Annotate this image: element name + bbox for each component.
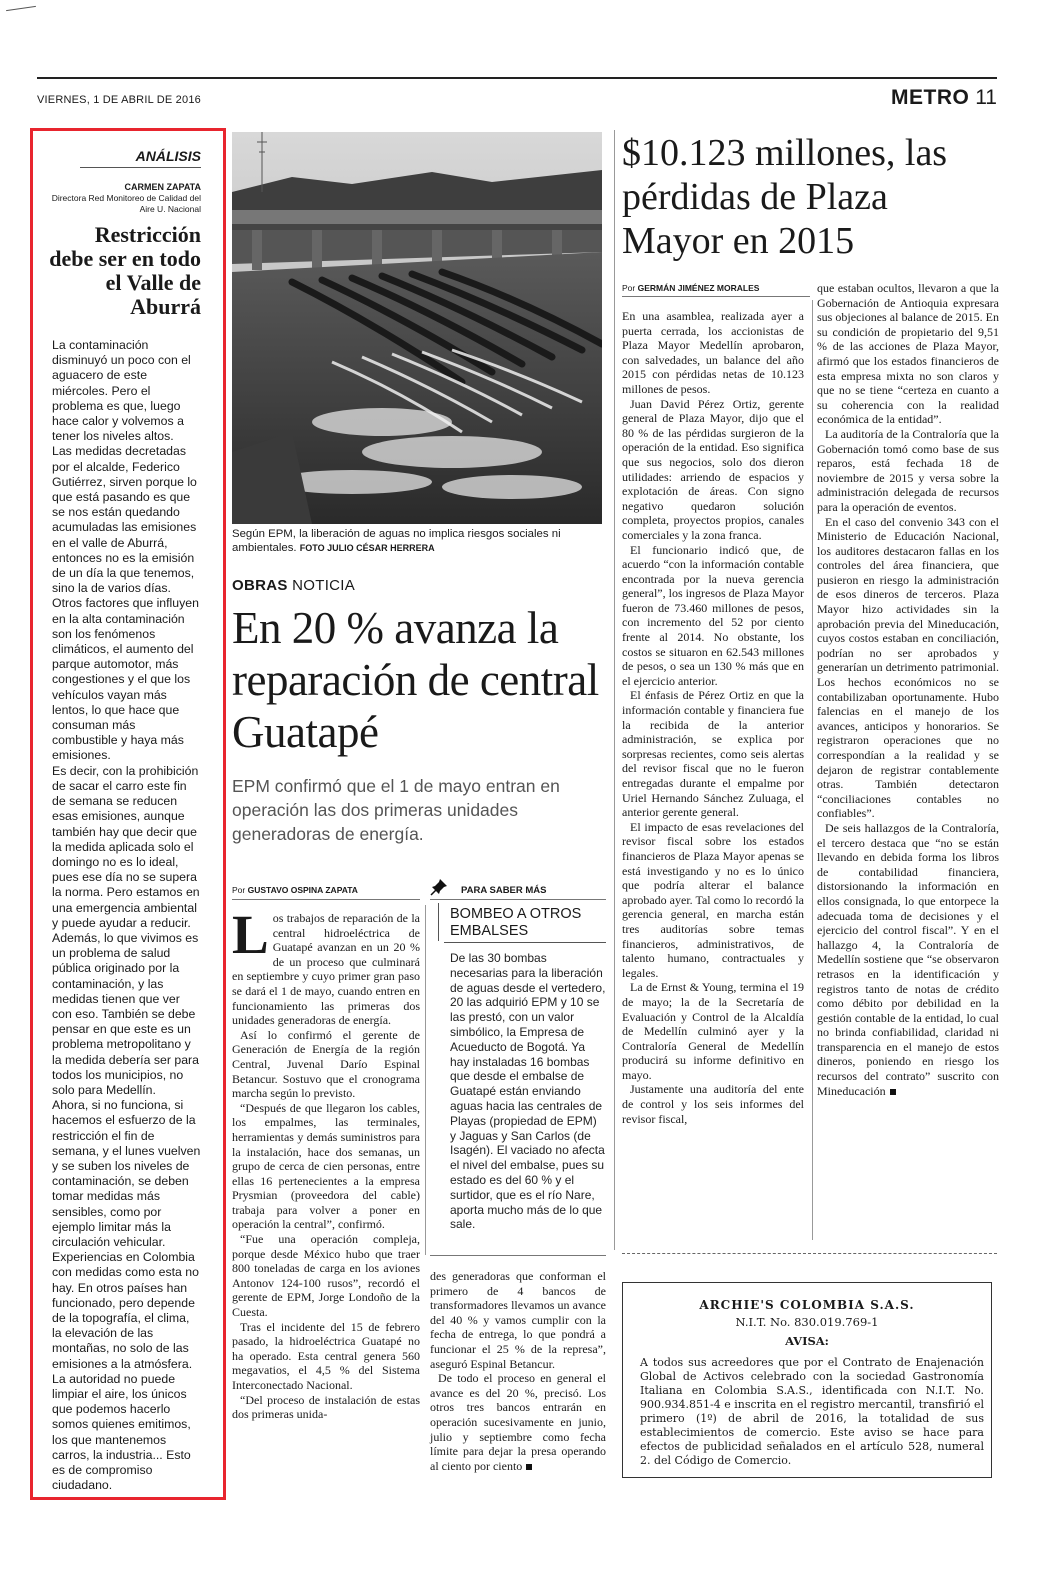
legal-notice-heading: AVISA:	[785, 1334, 829, 1348]
ad-separator	[622, 1253, 997, 1256]
plaza-paragraph: El funcionario indicó que, de acuerdo “con la información contable encontrada por la nueva gerencia general”, los ingresos de Plaza Mayor fueron de 73.460 millones de pesos, con incremento del 52 por ciento frente al 2014. No obstante, los costos se situaron en 62.543 millones de pesos, o sea un 130 % más que en el ejercicio anterior.	[622, 542, 804, 688]
story-paragraph: “Del proceso de instalación de estas dos primeras unida-	[232, 1392, 420, 1422]
plaza-paragraph: La de Ernst & Young, termina el 19 de mayo; la de la Secretaría de Evaluación y Control de la Alcaldía de Medellín culminó ayer y la Contraloría General de Medellín producirá su informe definitivo en mayo.	[622, 980, 804, 1082]
photo-credit: FOTO JULIO CÉSAR HERRERA	[299, 543, 435, 553]
drop-cap: L	[232, 904, 269, 965]
end-mark	[526, 1464, 532, 1470]
legal-notice-company: ARCHIE'S COLOMBIA S.A.S.	[699, 1298, 915, 1312]
thumbtack-icon	[430, 878, 448, 896]
plaza-paragraph: Juan David Pérez Ortiz, gerente general de Plaza Mayor, dijo que el 80 % de las pérdidas surgieron de la operación de la entidad. Eso significa que sus negocios, solo dos dieron utilidades: arriendo de espacios y explotación de áreas. Con signo negativo quedaron solución completa, proyectos propios, canales comerciales y la zona franca.	[622, 396, 804, 542]
story-deck: EPM confirmó que el 1 de mayo entran en operación las dos primeras unidades generadoras de energía.	[232, 776, 560, 844]
top-rule	[37, 77, 997, 79]
plaza-byline	[622, 283, 759, 293]
analysis-paragraph: Otros factores que influyen en la alta contaminación son los fenómenos climáticos, el aumento del parque automotor, más congestiones y el que los vehículos vayan más lentos, lo que hace que consuman más combustible y haya más emisiones.	[52, 596, 199, 763]
plaza-headline: $10.123 millones, las pérdidas de Plaza Mayor en 2015	[622, 132, 948, 262]
analysis-author-role: Directora Red Monitoreo de Calidad del Aire U. Nacional	[51, 193, 201, 214]
column-rule	[425, 905, 426, 1255]
legal-notice-nit: N.I.T. No. 830.019.769-1	[735, 1315, 879, 1329]
plaza-paragraph: De seis hallazgos de la Contraloría, el tercero destaca que “no se están llevando en debida forma los libros de contabilidad financiera, distorsionando la información en ellos consignada, lo que entorpece la adecuada toma de decisiones y el ejercicio del control fiscal”. Y en el hallazgo 4, la Contraloría de Medellín sostiene que “se observaron retrasos en la identificación y registros tanto de notas de crédito como débito por debilidad en la gestión contable de la entidad, lo cual no brinda confiabilidad, claridad ni transparencia en el manejo de estos dineros, poniendo en riesgo los recursos del contrato” suscrito con Mineducación	[817, 820, 999, 1098]
plaza-paragraph: Justamente una auditoría del ente de control y los seis informes del revisor fiscal,	[622, 1082, 804, 1126]
sidebar-bottom-rule	[430, 1255, 606, 1256]
dam-spillway-photo	[232, 132, 602, 524]
story-headline: En 20 % avanza la reparación de central Guatapé	[232, 603, 599, 757]
story-kicker-type: NOTICIA	[287, 577, 356, 594]
plaza-column	[622, 309, 804, 1126]
plaza-paragraph: El impacto de esas revelaciones del revisor fiscal sobre los estados financieros de Plaza Mayor apenas se está investigando y no es lo único que podría alterar el balance aprobado ayer. Tal como lo recordó la gerencia general, en marcha están tres auditorías sobre temas financieros, administrativos, de talento humano, contractuales y legales.	[622, 819, 804, 980]
story-paragraph: Los trabajos de reparación de la central hidroeléctrica de Guatapé avanzan en un 20 % de un proceso que culminará en septiembre y cuyo primer gran paso se dará el 1 de mayo, cuando entren en funcionamiento las primeras dos unidades generadoras de energía.	[232, 904, 420, 1028]
column-rule	[614, 130, 615, 1250]
page-number: 11	[975, 86, 997, 109]
plaza-paragraph: El énfasis de Pérez Ortiz en que la información contable y financiera fue la recibida de la anterior administración, se explica por sorpresas recientes, como seis alertas del revisor fiscal que no le fueron entregadas durante el empalme por Uriel Hernando Sánchez Zuluaga, el anterior gerente general.	[622, 688, 804, 820]
photo-caption-text: Según EPM, la liberación de aguas no implica riesgos sociales ni ambientales.	[232, 528, 561, 554]
byline-rule	[622, 296, 810, 297]
sidebar-body: De las 30 bombas necesarias para la liberación de aguas desde el vertedero, 20 las adquirió EPM y 10 se las prestó, con un valor simbólico, la Empresa de Acueducto de Bogotá. Ya hay instaladas 16 bombas que desde el embalse de Guatapé están enviando aguas hacia las centrales de Playas (propiedad de EPM) y Jaguas y San Carlos (de Isagén). El vaciado no afecta el nivel del embalse, pues su estado es del 60 % y el surtidor, que es el río Nare, aporta mucho más de lo que sale.	[450, 951, 606, 1232]
story-column	[232, 904, 420, 1422]
plaza-paragraph: que estaban ocultos, llevaron a que la Gobernación de Antioquia expresara sus objeciones al balance de 2015. En su condición de propietario del 9,51 % de las acciones de Plaza Mayor, afirmó que los estados financieros de esta empresa mixta no son claros y que no se tiene “certeza en cuanto a su coherencia con la realidad económica de la entidad”.	[817, 281, 999, 427]
analysis-author: CARMEN ZAPATA	[124, 182, 201, 192]
byline-rule	[232, 899, 420, 900]
analysis-paragraph: Las medidas decretadas por el alcalde, Federico Gutiérrez, sirven porque lo que está pasando es que se nos están quedando acumuladas las emisiones en el valle de Aburrá, entonces no es la emisión de un día la que tenemos, sino la de varios días.	[52, 444, 197, 596]
story-paragraph: des generadoras que conforman el primero de 4 bancos de transformadores llevamos un avance del 40 % y vamos cumplir con la fecha de entrega, lo que pondrá a funcionar el 25 % de la represa”, aseguró Espinal Betancur.	[430, 1269, 606, 1371]
story-byline	[232, 885, 358, 895]
sidebar-title-rule	[444, 942, 606, 943]
end-mark	[890, 1089, 896, 1095]
story-column	[430, 1269, 606, 1473]
analysis-body	[52, 338, 202, 1493]
plaza-column	[817, 281, 999, 1098]
legal-notice-body: A todos sus acreedores que por el Contrato de Enajenación Global de Activos celebrado con la sociedad Gastronomía Italiana en Colombia S.A.S., identificada con N.I.T. No. 900.934.851-4 e inscrita en el registro mercantil, transfirió el primero (1º) de abril de 2016, la totalidad de sus establecimientos de comercio. Este aviso se hace para efectos de publicidad señalados en el artículo 528, numeral 2. del Código de Comercio.	[640, 1356, 984, 1467]
byline-name: GERMÁN JIMÉNEZ MORALES	[637, 283, 760, 293]
story-paragraph: Tras el incidente del 15 de febrero pasado, la hidroeléctrica Guatapé no ha operado. Esta central genera 560 megavatios, el 4,5 % del Sistema Interconectado Nacional.	[232, 1319, 420, 1392]
story-paragraph: “Fue una operación compleja, porque desde México hubo que traer 800 toneladas de carga en los aviones Antonov 124-100 rusos”, recordó el gerente de EPM, Jorge Londoño de la Cuesta.	[232, 1232, 420, 1320]
story-kicker-section: OBRAS	[232, 577, 288, 594]
analysis-kicker: ANÁLISIS	[135, 148, 201, 164]
plaza-paragraph: En una asamblea, realizada ayer a puerta cerrada, los accionistas de Plaza Mayor Medellín aprobaron, con salvedades, un balance del año 2015 con pérdidas netas de 10.123 millones de pesos.	[622, 309, 804, 396]
byline-name: GUSTAVO OSPINA ZAPATA	[247, 885, 358, 895]
analysis-paragraph: Ahora, si no funciona, si hacemos el esfuerzo de la restricción el fin de semana, y el lunes vuelven y se suben los niveles de contaminación, se deben tomar medidas más sensibles, como por ejemplo limitar más la circulación vehicular. Experiencias en Colombia con medidas como esta no hay. En otros países han funcionado, pero depende de la topografía, el clima, la elevación de las montañas, no solo de las emisiones a la atmósfera.	[52, 1098, 201, 1371]
folio	[891, 86, 997, 110]
dam-spillway-illustration	[232, 132, 602, 524]
story-kicker	[232, 577, 355, 594]
analysis-headline: Restricción debe ser en todo el Valle de Aburrá	[49, 222, 201, 319]
sidebar-title: BOMBEO A OTROS EMBALSES	[450, 906, 582, 939]
column-rule	[812, 300, 813, 1240]
analysis-paragraph: Es decir, con la prohibición de sacar el carro este fin de semana se reducen esas emisiones, aunque también hay que decir que la medida aplicada solo el domingo no es lo ideal, pues ese día no se supera la norma. Pero estamos en una emergencia ambiental y puede ayudar a reducir. Además, lo que vivimos es un problema de salud pública originado por la contaminación, y las medidas tienen que ver con eso. También se debe pensar en que este es un problema metropolitano y la medida debería ser para todos los municipios, no solo para Medellín.	[52, 763, 200, 1097]
scan-mark	[6, 6, 36, 11]
analysis-paragraph: La contaminación disminuyó un poco con el aguacero de este miércoles. Pero el problema es que, luego hace calor y volvemos a tener los niveles altos.	[52, 338, 191, 444]
story-paragraph: De todo el proceso en general el avance es del 20 %, precisó. Los otros tres bancos entrarán en operación sucesivamente en junio, julio y septiembre como fecha límite para dejar la presa operando al ciento por ciento	[430, 1371, 606, 1473]
sidebar-bracket	[438, 903, 439, 941]
photo-caption	[232, 527, 602, 555]
byline-prefix: Por	[232, 885, 248, 895]
analysis-kicker-rule	[80, 167, 201, 168]
plaza-paragraph: En el caso del convenio 343 con el Ministerio de Educación Nacional, los auditores destacaron fallas en los controles del área financiera, que pusieron en riesgo la administración de esos dineros de terceros. Plaza Mayor hizo actividades sin la aprobación previa del Mineducación, cuyos costos estaban en conciliación, podrían no ser aprobados y generarían un detrimento patrimonial. Los hechos económicos no se contabilizaban oportunamente. Hubo falencias en el manejo de los avances, anticipos y honorarios. Se registraron operaciones que no correspondían a la realidad y se dejaron de registrar contablemente otras. También detectaron “conciliaciones contables no confiables”.	[817, 514, 999, 821]
byline-prefix: Por	[622, 283, 638, 293]
story-paragraph: “Después de que llegaron los cables, los empalmes, las terminales, herramientas y demás suministros para la instalación, hace dos semanas, un grupo de cerca de cien personas, entre ellas 16 pertenecientes a la empresa Prysmian (proveedora del cable) trabaja para volver a poner en operación la central”, confirmó.	[232, 1100, 420, 1232]
section-name: METRO	[891, 86, 970, 109]
sidebar-kicker: PARA SABER MÁS	[461, 885, 547, 896]
analysis-paragraph: La autoridad no puede limpiar el aire, los únicos que podemos hacerlo somos quienes emitimos, los que mantenemos carros, la industria... Esto es de compromiso ciudadano.	[52, 1371, 191, 1493]
plaza-paragraph: La auditoría de la Contraloría que la Gobernación tomó como base de sus reparos, está fechada 18 de noviembre de 2015 y versa sobre la administración delegada de recursos para la operación de eventos.	[817, 426, 999, 514]
story-paragraph: Así lo confirmó el gerente de Generación de Energía de la región Central, Juvenal Darío Espinal Betancur. Sostuvo que el cronograma marcha según lo previsto.	[232, 1027, 420, 1101]
sidebar-rule	[430, 899, 606, 900]
issue-date: VIERNES, 1 DE ABRIL DE 2016	[37, 94, 201, 106]
